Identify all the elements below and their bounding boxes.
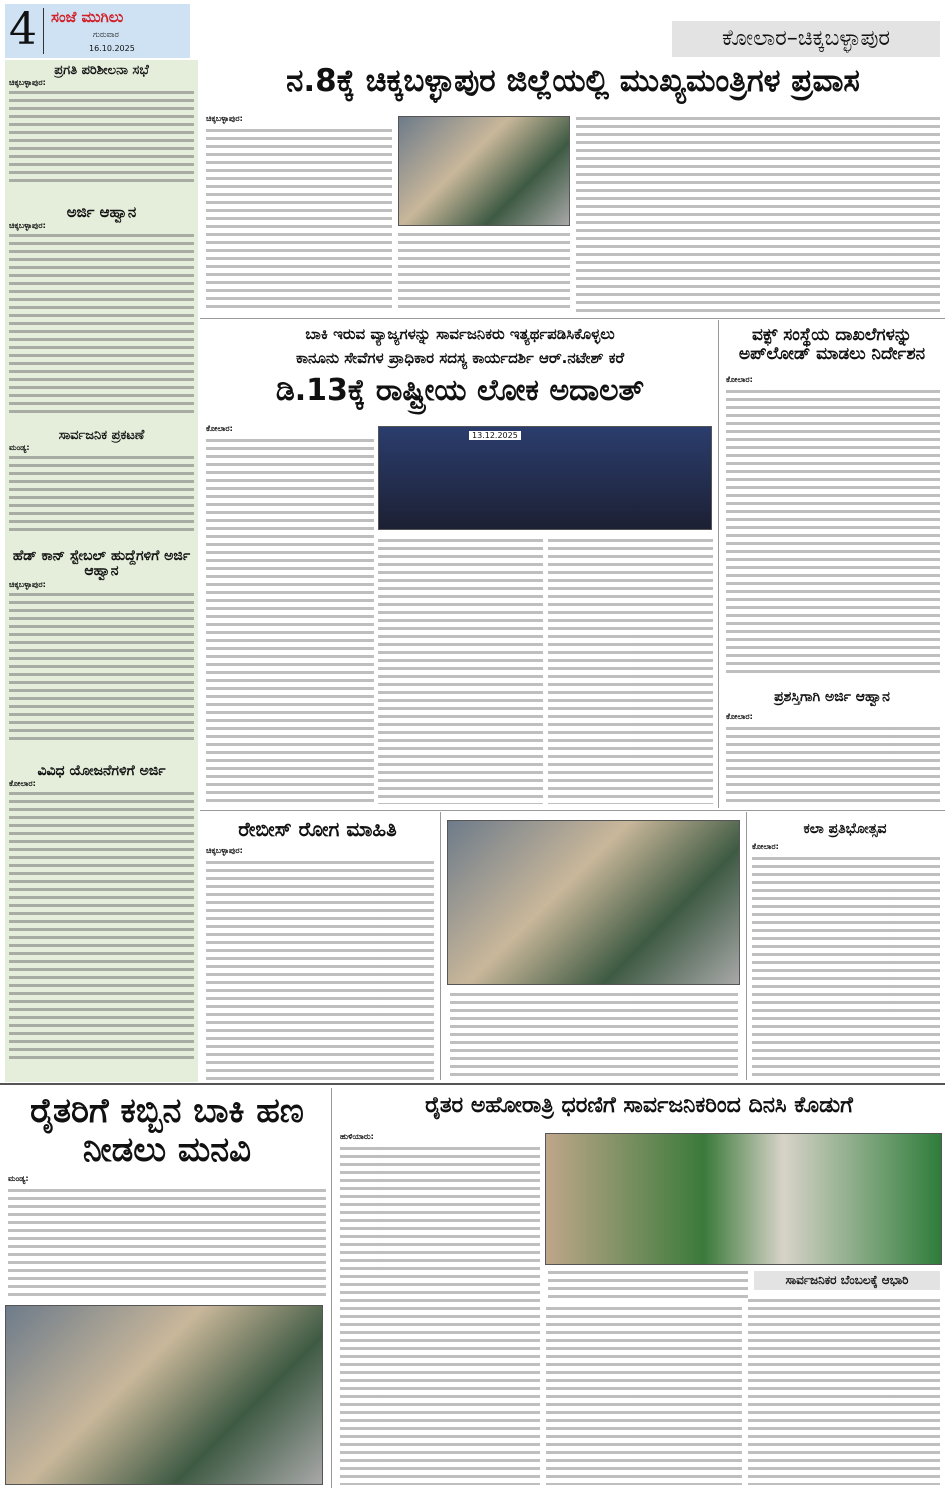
dateline: ಚಿಕ್ಕಬಳ್ಳಾಪುರ: bbox=[9, 220, 46, 230]
group-photo bbox=[447, 820, 740, 985]
sugarcane-headline: ರೈತರಿಗೆ ಕಬ್ಬಿನ ಬಾಕಿ ಹಣ ನೀಡಲು ಮನವಿ bbox=[30, 1091, 304, 1171]
dateline: ಮಂಡ್ಯ: bbox=[9, 443, 30, 453]
brief-2 bbox=[9, 204, 194, 429]
page-number: 4 bbox=[9, 4, 37, 55]
masthead-logo bbox=[5, 4, 190, 58]
dateline: ಚಿಕ್ಕಬಳ್ಳಾಪುರ: bbox=[206, 846, 243, 855]
brief-4 bbox=[9, 549, 194, 764]
dateline: ಕೋಲಾರ: bbox=[726, 375, 753, 384]
brief-5 bbox=[9, 764, 194, 1059]
lead-photo bbox=[398, 116, 570, 226]
adalat-kicker-1: ಬಾಕಿ ಇರುವ ವ್ಯಾಜ್ಯಗಳನ್ನು ಸಾರ್ವಜನಿಕರು ಇತ್ಯರ್ಥಪಡಿಸಿಕೊಳ್ಳಲು bbox=[305, 325, 615, 343]
brief-heading: ಅರ್ಜಿ ಆಹ್ವಾನ bbox=[66, 203, 137, 221]
rabies-headline: ರೇಬೀಸ್ ರೋಗ ಮಾಹಿತಿ bbox=[238, 817, 397, 841]
brief-heading: ಹೆಡ್ ಕಾನ್ ಸ್ಟೇಬಲ್ ಹುದ್ದೆಗಳಿಗೆ ಅರ್ಜಿ ಆಹ್ವಾನ bbox=[12, 548, 191, 580]
dateline: ಕೋಲಾರ: bbox=[726, 712, 753, 721]
award-headline: ಪ್ರಶಸ್ತಿಗಾಗಿ ಅರ್ಜಿ ಆಹ್ವಾನ bbox=[774, 689, 890, 705]
brief-heading: ಸಾರ್ವಜನಿಕ ಪ್ರಕಟಣೆ bbox=[58, 428, 145, 443]
brief-heading: ವಿವಿಧ ಯೋಜನೆಗಳಿಗೆ ಅರ್ಜಿ bbox=[37, 763, 166, 779]
adalat-photo bbox=[378, 426, 712, 530]
left-column bbox=[5, 60, 198, 1082]
adalat-kicker-2: ಕಾನೂನು ಸೇವೆಗಳ ಪ್ರಾಧಿಕಾರ ಸದಸ್ಯ ಕಾರ್ಯದರ್ಶಿ ಆರ್.ನಟೇಶ್ ಕರೆ bbox=[295, 349, 625, 367]
paper-name: ಸಂಜೆ ಮುಗಿಲು bbox=[51, 8, 124, 26]
dateline: ಕೋಲಾರ: bbox=[752, 842, 779, 851]
dharani-headline: ರೈತರ ಅಹೋರಾತ್ರಿ ಧರಣಿಗೆ ಸಾರ್ವಜನಿಕರಿಂದ ದಿನಸಿ ಕೊಡುಗೆ bbox=[425, 1093, 853, 1118]
dharani-photo bbox=[545, 1133, 942, 1265]
photo-banner: 13.12.2025 bbox=[469, 431, 521, 440]
brief-1 bbox=[9, 64, 194, 204]
dateline: ಕೋಲಾರ: bbox=[206, 424, 233, 433]
dateline: ಚಿಕ್ಕಬಳ್ಳಾಪುರ: bbox=[206, 114, 243, 123]
kala-headline: ಕಲಾ ಪ್ರತಿಭೋತ್ಸವ bbox=[803, 821, 887, 837]
lead-headline: ನ.8ಕ್ಕೆ ಚಿಕ್ಕಬಳ್ಳಾಪುರ ಜಿಲ್ಲೆಯಲ್ಲಿ ಮುಖ್ಯಮಂತ್ರಿಗಳ ಪ್ರವಾಸ bbox=[286, 63, 860, 99]
sub-heading: ಸಾರ್ವಜನಿಕರ ಬೆಂಬಲಕ್ಕೆ ಆಭಾರಿ bbox=[754, 1271, 940, 1290]
section-title: ಕೋಲಾರ–ಚಿಕ್ಕಬಳ್ಳಾಪುರ bbox=[672, 21, 940, 57]
brief-3 bbox=[9, 429, 194, 549]
wakf-headline: ವಕ್ಫ್ ಸಂಸ್ಥೆಯ ದಾಖಲೆಗಳನ್ನು ಅಪ್‌ಲೋಡ್ ಮಾಡಲು ನಿರ್ದೇಶನ bbox=[738, 325, 926, 364]
dateline: ಚಿಕ್ಕಬಳ್ಳಾಪುರ: bbox=[9, 579, 46, 589]
day: ಗುರುವಾರ bbox=[93, 30, 119, 39]
sugarcane-photo bbox=[5, 1305, 323, 1485]
adalat-headline: ಡಿ.13ಕ್ಕೆ ರಾಷ್ಟ್ರೀಯ ಲೋಕ ಅದಾಲತ್ bbox=[275, 373, 645, 408]
dateline: ಮಂಡ್ಯ: bbox=[8, 1174, 29, 1183]
brief-heading: ಪ್ರಗತಿ ಪರಿಶೀಲನಾ ಸಭೆ bbox=[54, 63, 149, 78]
dateline: ಚಿಕ್ಕಬಳ್ಳಾಪುರ: bbox=[9, 78, 46, 88]
date: 16.10.2025 bbox=[89, 44, 135, 53]
dateline: ಹುಳಿಯಾರು: bbox=[340, 1132, 374, 1141]
dateline: ಕೋಲಾರ: bbox=[9, 779, 36, 789]
